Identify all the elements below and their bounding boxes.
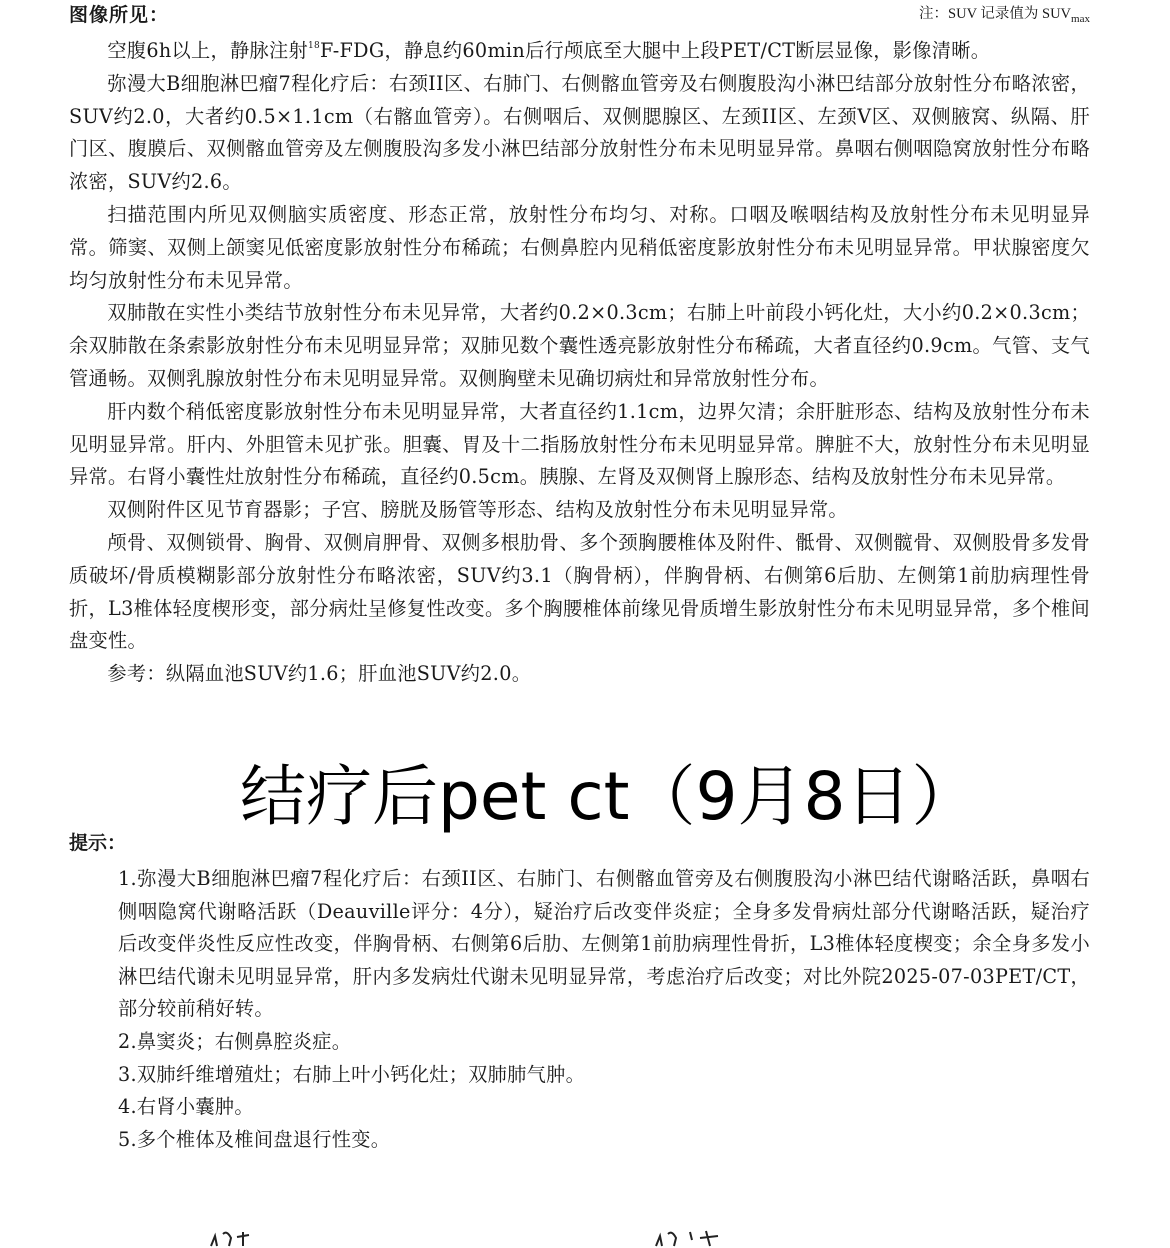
- findings-paragraph: 扫描范围内所见双侧脑实质密度、形态正常，放射性分布均匀、对称。口咽及喉咽结构及放射性分布未见明显异常。筛窦、双侧上颌窦见低密度影放射性分布稀疏；右侧鼻腔内见稍低密度影放射性分布未见明显异常。甲状腺密度欠均匀放射性分布未见异常。: [69, 202, 1090, 292]
- hints-list: [118, 863, 1090, 1156]
- findings-paragraph: 弥漫大B细胞淋巴瘤7程化疗后：右颈II区、右肺门、右侧髂血管旁及右侧腹股沟小淋巴结部分放射性分布略浓密，SUV约2.0，大者约0.5×1.1cm（右髂血管旁）。右侧咽后、双侧腮腺区、左颈II区、左颈V区、双侧腋窝、纵隔、肝门区、腹膜后、双侧髂血管旁及左侧腹股沟多发小淋巴结部分放射性分布未见明显异常。鼻咽右侧咽隐窝放射性分布略浓密，SUV约2.6。: [69, 71, 1090, 194]
- findings-paragraph: 肝内数个稍低密度影放射性分布未见明显异常，大者直径约1.1cm，边界欠清；余肝脏形态、结构及放射性分布未见明显异常。肝内、外胆管未见扩张。胆囊、胃及十二指肠放射性分布未见明显异常。脾脏不大，放射性分布未见明显异常。右肾小囊性灶放射性分布稀疏，直径约0.5cm。胰腺、左肾及双侧肾上腺形态、结构及放射性分布未见异常。: [69, 399, 1090, 489]
- hint-item: 1.弥漫大B细胞淋巴瘤7程化疗后：右颈II区、右肺门、右侧髂血管旁及右侧腹股沟小淋巴结代谢略活跃，鼻咽右侧咽隐窝代谢略活跃（Deauville评分：4分），疑治疗后改变伴炎症；全身多发骨病灶部分代谢略活跃，疑治疗后改变伴炎性反应性改变，伴胸骨柄、右侧第6后肋、左侧第1前肋病理性骨折，L3椎体轻度楔变；余全身多发小淋巴结代谢未见明显异常，肝内多发病灶代谢未见明显异常，考虑治疗后改变；对比外院2025-07-03PET/CT，部分较前稍好转。: [118, 867, 1090, 1021]
- hint-item: 3.双肺纤维增殖灶；右肺上叶小钙化灶；双肺肺气肿。: [118, 1062, 586, 1086]
- hints-heading: 提示：: [69, 832, 127, 854]
- overlay-caption: 结疗后pet ct（9月8日）: [240, 758, 978, 835]
- findings-text: F-FDG，静息约60min后行颅底至大腿中上段PET/CT断层显像，影像清晰。: [320, 39, 991, 62]
- hint-item: 4.右肾小囊肿。: [118, 1095, 254, 1119]
- hint-item: 2.鼻窦炎；右侧鼻腔炎症。: [118, 1029, 352, 1053]
- findings-heading: 图像所见：: [69, 4, 170, 26]
- signature-left: [205, 1228, 285, 1248]
- findings-paragraph: 双肺散在实性小类结节放射性分布未见异常，大者约0.2×0.3cm；右肺上叶前段小钙化灶，大小约0.2×0.3cm；余双肺散在条索影放射性分布未见明显异常；双肺见数个囊性透亮影放射性分布稀疏，大者直径约0.9cm。气管、支气管通畅。双侧乳腺放射性分布未见明显异常。双侧胸壁未见确切病灶和异常放射性分布。: [69, 301, 1090, 390]
- hint-item: 5.多个椎体及椎间盘退行性变。: [118, 1127, 391, 1151]
- findings-body: [69, 35, 1090, 691]
- signature-right: [650, 1228, 730, 1248]
- findings-paragraph: 颅骨、双侧锁骨、胸骨、双侧肩胛骨、双侧多根肋骨、多个颈胸腰椎体及附件、骶骨、双侧髋骨、双侧股骨多发骨质破坏/骨质模糊影部分放射性分布略浓密，SUV约3.1（胸骨柄），伴胸骨柄、右侧第6后肋、左侧第1前肋病理性骨折，L3椎体轻度楔形变，部分病灶呈修复性改变。多个胸腰椎体前缘见骨质增生影放射性分布未见明显异常，多个椎间盘变性。: [69, 530, 1090, 653]
- findings-paragraph: 双侧附件区见节育器影；子宫、膀胱及肠管等形态、结构及放射性分布未见明显异常。: [107, 498, 848, 522]
- findings-paragraph: [69, 35, 1090, 68]
- findings-paragraph: 参考：纵隔血池SUV约1.6；肝血池SUV约2.0。: [107, 662, 532, 686]
- suv-note-subscript: max: [1071, 12, 1090, 25]
- isotope-superscript: 18: [307, 41, 321, 51]
- suv-note: [919, 2, 1090, 25]
- findings-text: 空腹6h以上，静脉注射: [107, 39, 308, 62]
- suv-note-text: 注：SUV 记录值为 SUV: [919, 6, 1072, 22]
